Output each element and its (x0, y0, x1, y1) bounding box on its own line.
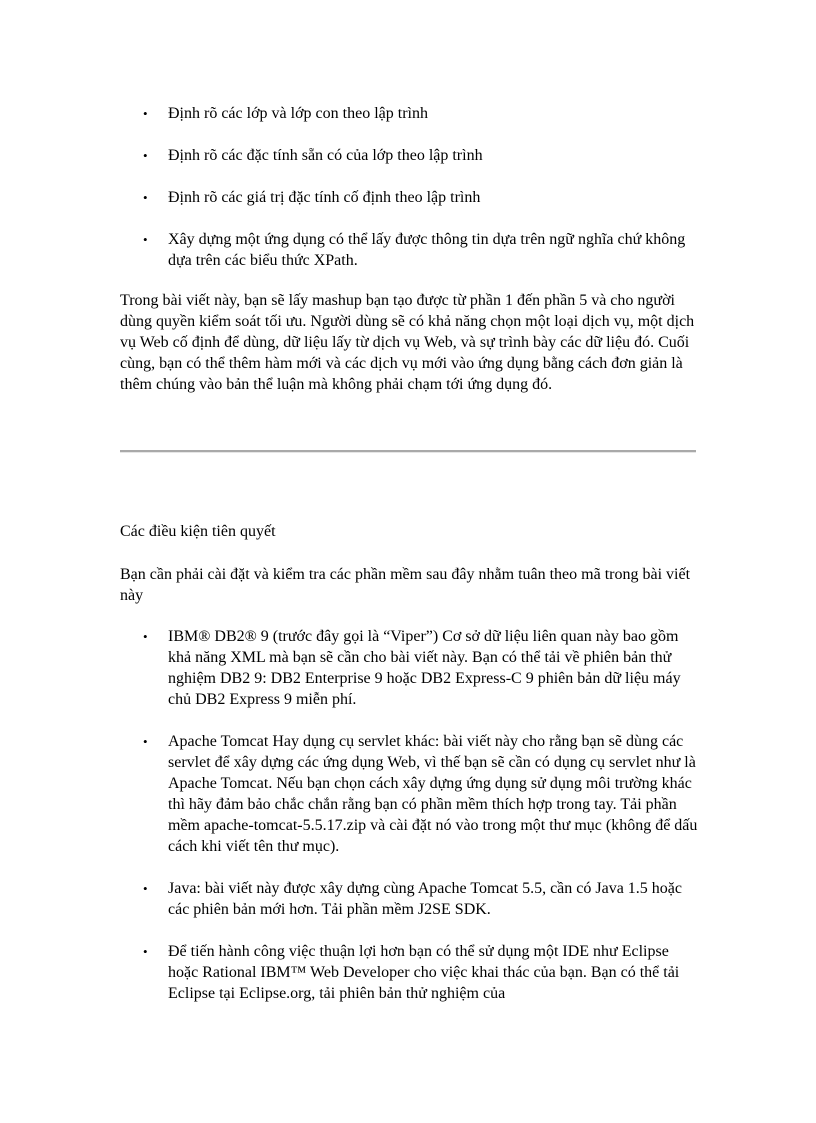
list-item-text: Định rõ các lớp và lớp con theo lập trình (168, 105, 428, 122)
bullet-icon: • (143, 190, 148, 205)
bullet-icon: • (143, 629, 148, 644)
intro-paragraph: Trong bài viết này, bạn sẽ lấy mashup bạn tạo được từ phần 1 đến phần 5 và cho người dùng quyền kiểm soát tối ưu. Người dùng sẽ có khả năng chọn một loại dịch vụ, một dịch vụ Web cố định để dùng, dữ liệu lấy từ dịch vụ Web, và sự trình bày các dữ liệu đó. Cuối cùng, bạn có thể thêm hàm mới và các dịch vụ mới vào ứng dụng bằng cách đơn giản là thêm chúng vào bản thể luận mà không phải chạm tới ứng dụng đó. (120, 292, 695, 393)
list-item-text: Xây dựng một ứng dụng có thể lấy được thông tin dựa trên ngữ nghĩa chứ không dựa trên các biểu thức XPath. (168, 231, 686, 269)
list-item (120, 626, 700, 710)
list-item (120, 731, 700, 857)
bullet-icon: • (143, 106, 148, 121)
section-divider (120, 450, 696, 453)
list-item (120, 103, 700, 124)
bullet-icon: • (143, 148, 148, 163)
list-item-text: IBM® DB2® 9 (trước đây gọi là “Viper”) Cơ sở dữ liệu liên quan này bao gồm khả năng XML mà bạn sẽ cần cho bài viết này. Bạn có thể tải về phiên bản thử nghiệm DB2 9: DB2 Enterprise 9 hoặc DB2 Express-C 9 phiên bản dữ liệu máy chủ DB2 Express 9 miễn phí. (168, 628, 681, 708)
list-item (120, 878, 700, 920)
bullet-icon: • (143, 734, 148, 749)
list-item-text: Định rõ các giá trị đặc tính cố định theo lập trình (168, 189, 481, 206)
objectives-list (120, 103, 700, 292)
prerequisites-intro: Bạn cần phải cài đặt và kiểm tra các phần mềm sau đây nhằm tuân theo mã trong bài viết này (120, 566, 691, 604)
list-item-text: Định rõ các đặc tính sẵn có của lớp theo lập trình (168, 147, 483, 164)
list-item-text: Java: bài viết này được xây dựng cùng Apache Tomcat 5.5, cần có Java 1.5 hoặc các phiên bản mới hơn. Tải phần mềm J2SE SDK. (168, 880, 682, 918)
bullet-icon: • (143, 232, 148, 247)
list-item (120, 145, 700, 166)
list-item (120, 941, 700, 1004)
list-item-text: Apache Tomcat Hay dụng cụ servlet khác: bài viết này cho rằng bạn sẽ dùng các servlet để xây dựng các ứng dụng Web, vì thế bạn sẽ cần có dụng cụ servlet như là Apache Tomcat. Nếu bạn chọn cách xây dựng ứng dụng sử dụng môi trường khác thì hãy đảm bảo chắc chắn rằng bạn có phần mềm thích hợp trong tay. Tải phần mềm apache-tomcat-5.5.17.zip và cài đặt nó vào trong một thư mục (không để dấu cách khi viết tên thư mục). (168, 733, 698, 855)
bullet-icon: • (143, 944, 148, 959)
list-item (120, 187, 700, 208)
list-item (120, 229, 700, 271)
prerequisites-list (120, 626, 700, 1025)
bullet-icon: • (143, 881, 148, 896)
list-item-text: Để tiến hành công việc thuận lợi hơn bạn có thể sử dụng một IDE như Eclipse hoặc Rational IBM™ Web Developer cho việc khai thác của bạn. Bạn có thể tải Eclipse tại Eclipse.org, tải phiên bản thử nghiệm của (168, 943, 680, 1002)
prerequisites-heading: Các điều kiện tiên quyết (120, 523, 276, 540)
